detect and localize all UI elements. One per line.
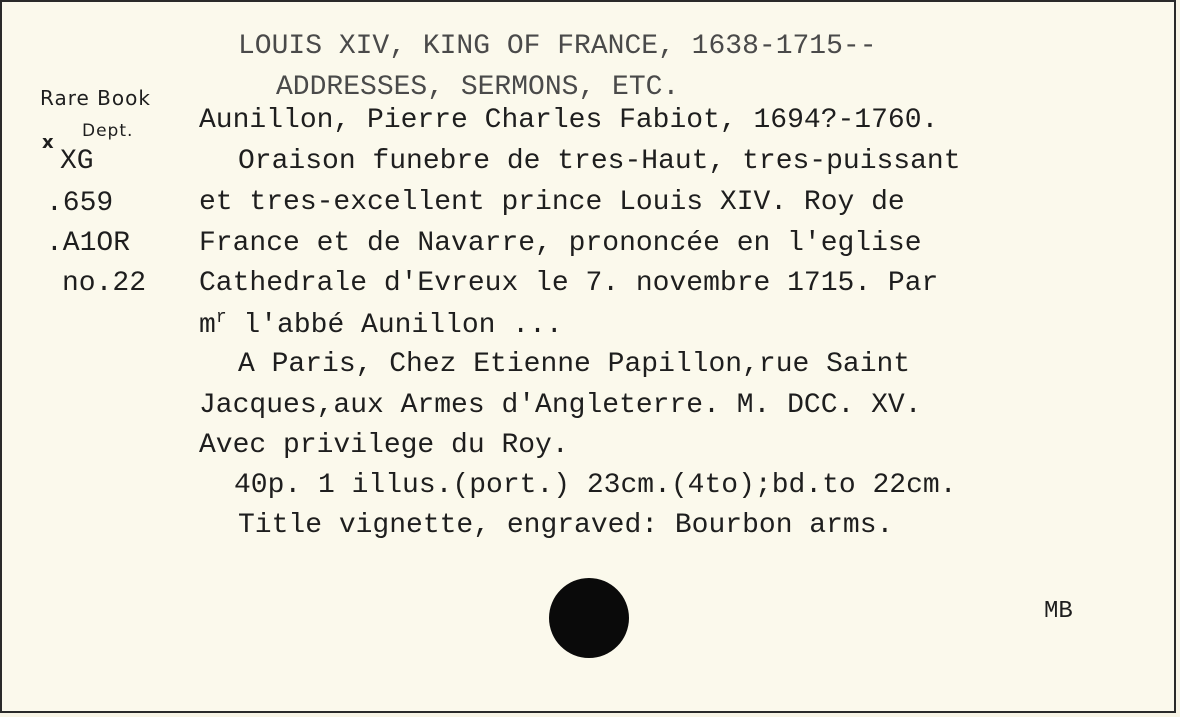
imprint-line-2: Jacques,aux Armes d'Angleterre. M. DCC. XV. (199, 390, 922, 421)
call-number-mark: x (42, 132, 54, 153)
imprint-line-3: Avec privilege du Roy. (199, 430, 569, 461)
note-line: Title vignette, engraved: Bourbon arms. (238, 510, 894, 541)
card-punch-hole (549, 578, 629, 658)
title-line-3: France et de Navarre, prononcée en l'eglise (199, 228, 922, 259)
location-line-1: Rare Book (40, 86, 151, 110)
title-line-5-pre: m (199, 310, 216, 341)
author-heading: Aunillon, Pierre Charles Fabiot, 1694?-1760. (199, 105, 939, 136)
subject-heading-line-2: ADDRESSES, SERMONS, ETC. (276, 72, 680, 103)
subject-heading-line-1: LOUIS XIV, KING OF FRANCE, 1638-1715-- (238, 31, 877, 62)
collation-line: 40p. 1 illus.(port.) 23cm.(4to);bd.to 22cm. (234, 470, 957, 501)
call-number-line-2: .659 (46, 188, 114, 219)
title-line-1: Oraison funebre de tres-Haut, tres-puissant (238, 146, 961, 177)
title-line-5-post: l'abbé Aunillon ... (226, 310, 563, 341)
title-line-2: et tres-excellent prince Louis XIV. Roy de (199, 187, 905, 218)
call-number-line-3: .A1OR (46, 228, 131, 259)
location-line-2: Dept. (82, 121, 134, 141)
title-line-5 (199, 308, 563, 341)
title-line-4: Cathedrale d'Evreux le 7. novembre 1715. Par (199, 268, 939, 299)
call-number-line-1: XG (60, 146, 94, 177)
imprint-line-1: A Paris, Chez Etienne Papillon,rue Saint (238, 349, 911, 380)
title-line-5-superscript: r (215, 308, 227, 328)
cataloger-initials: MB (1044, 598, 1073, 625)
call-number-line-4: no.22 (62, 268, 147, 299)
